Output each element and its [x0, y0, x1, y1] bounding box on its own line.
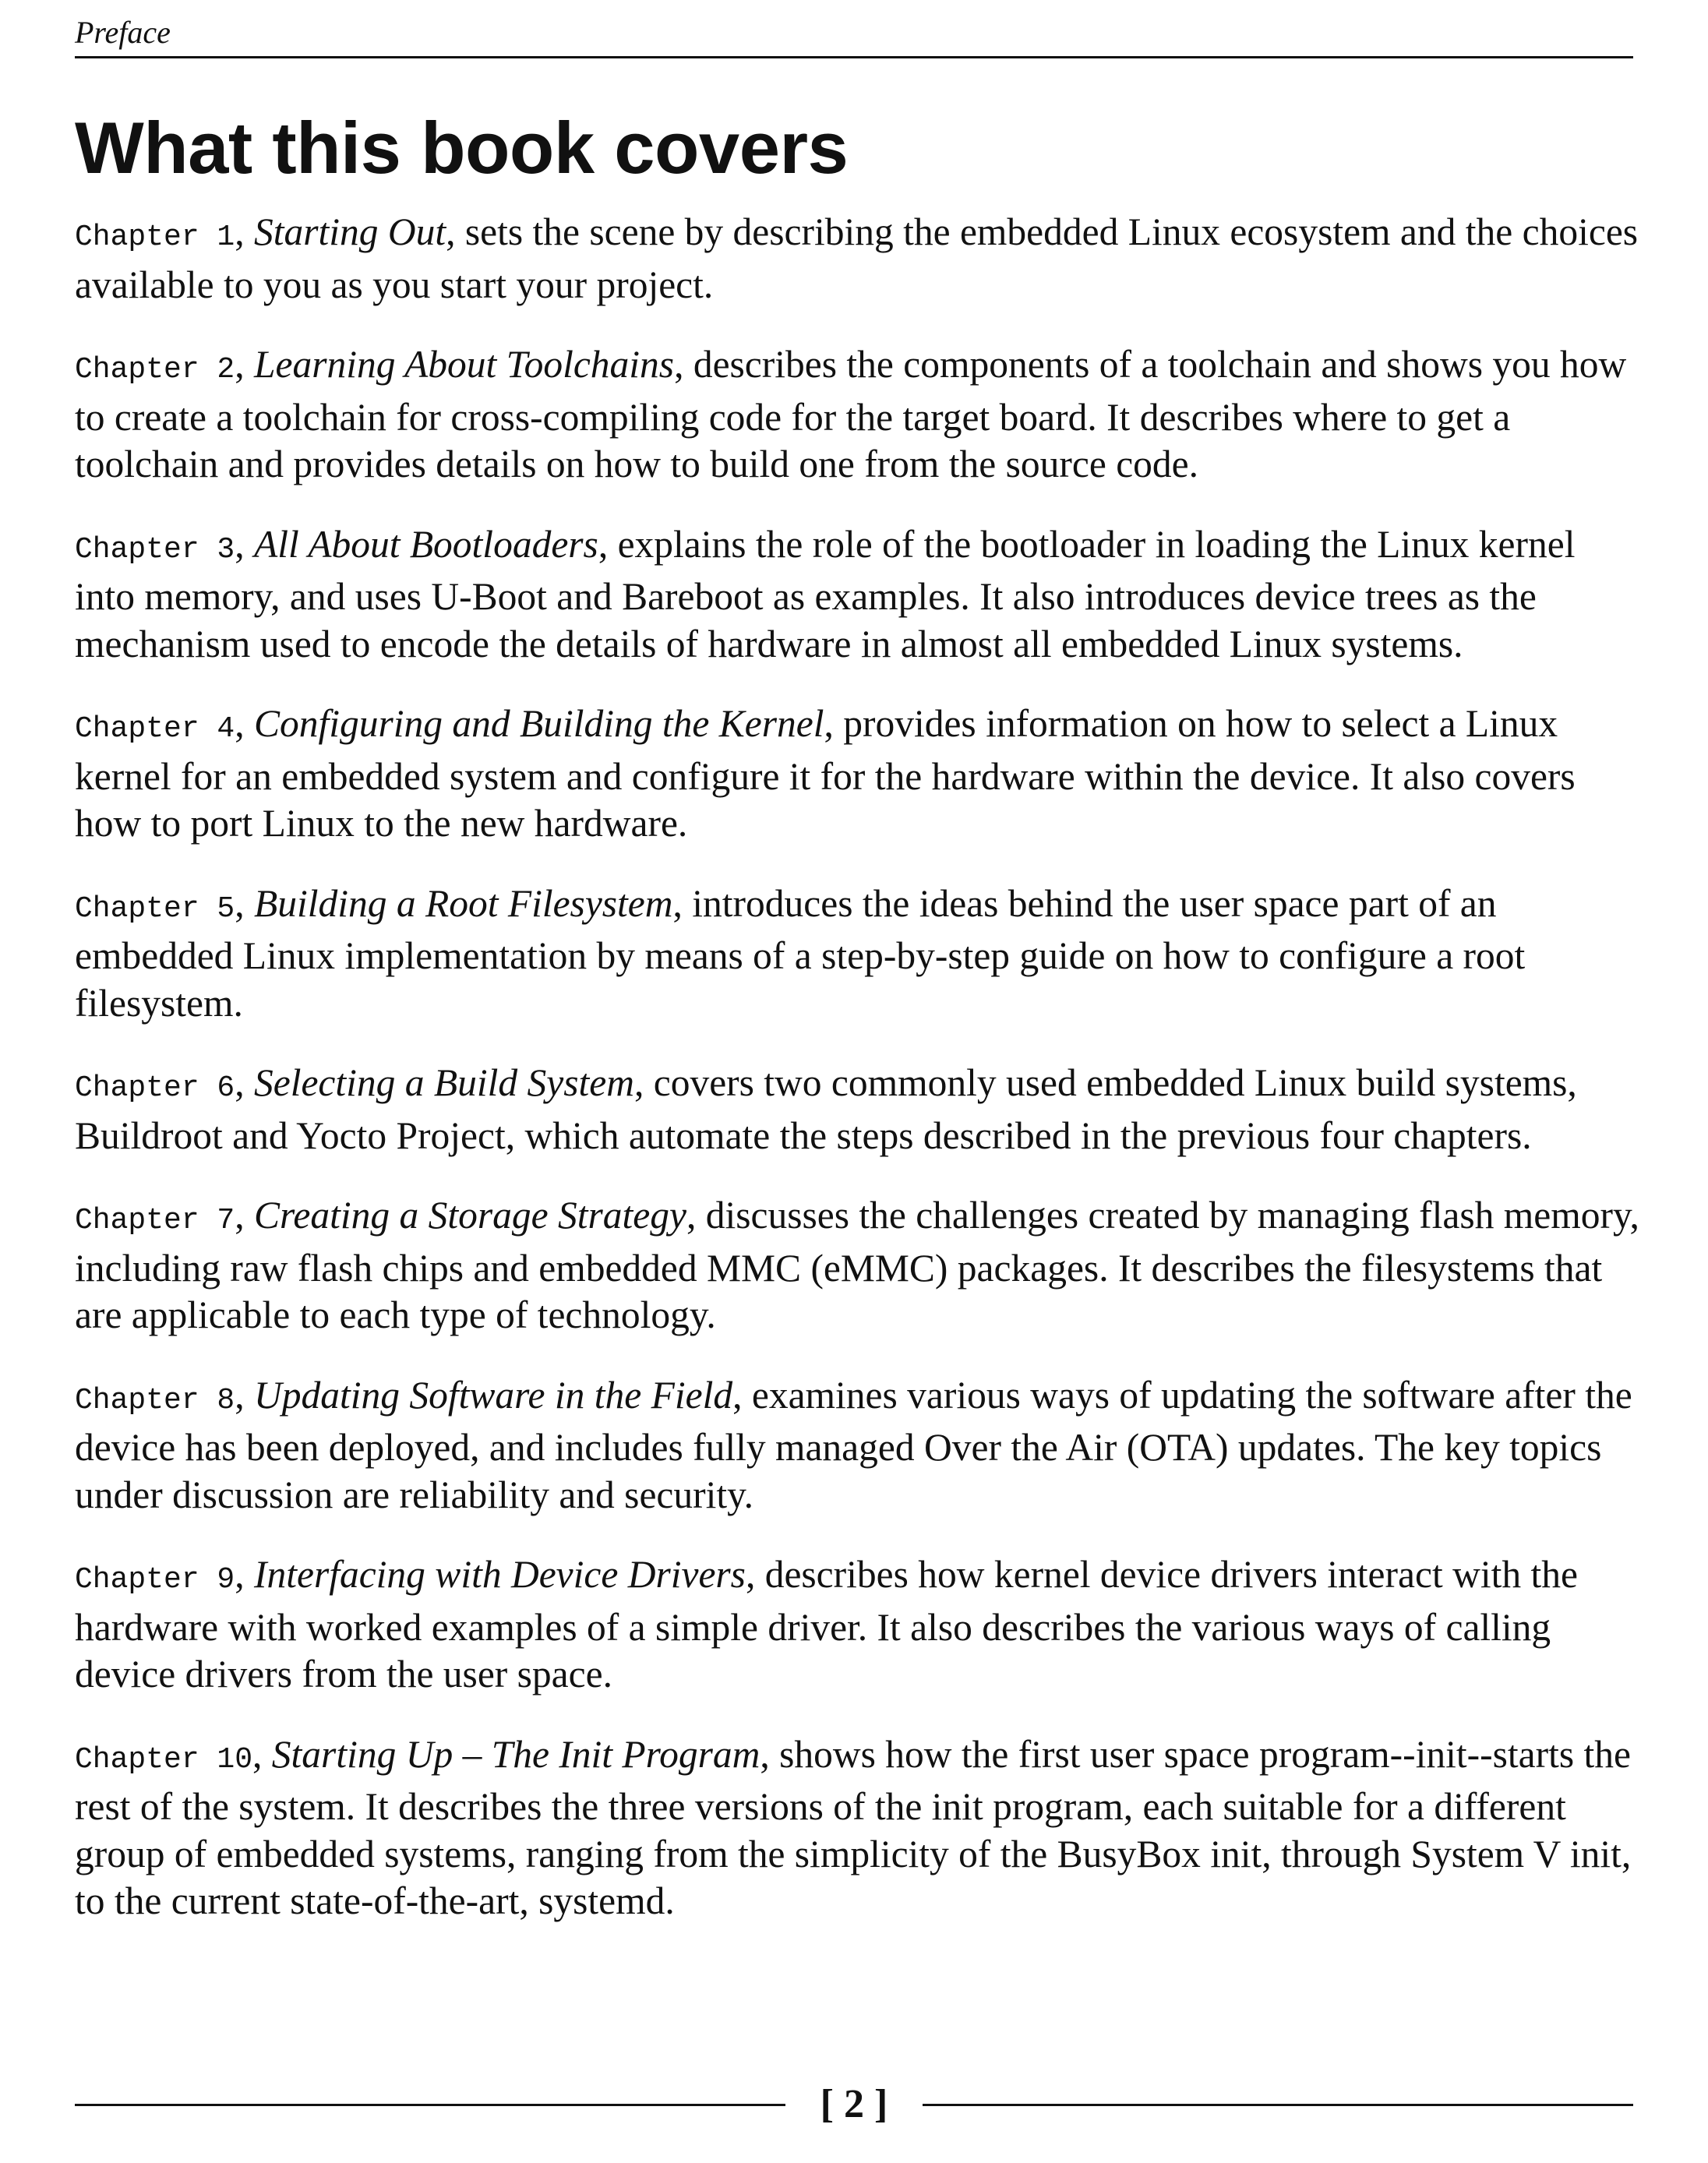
chapter-separator: , [235, 1061, 254, 1104]
chapter-title: Updating Software in the Field [253, 1373, 733, 1417]
chapter-title: Starting Out [253, 210, 446, 253]
chapter-summary [75, 341, 1641, 489]
chapter-summary [75, 209, 1641, 309]
chapter-code: Chapter 7 [75, 1204, 235, 1237]
footer-rule-right [923, 2104, 1633, 2106]
chapter-description: , examines various ways of updating the software after the device has been deployed, and includes fully managed Over the Air (OTA) updates. The key topics under discussion are reliability and security. [75, 1373, 1632, 1516]
chapter-summary [75, 1060, 1641, 1159]
chapter-description: , provides information on how to select a Linux kernel for an embedded system and configure it for the hardware within the device. It also covers how to port Linux to the new hardware. [75, 702, 1576, 845]
chapter-separator: , [235, 343, 254, 386]
chapter-code: Chapter 9 [75, 1563, 235, 1597]
chapter-separator: , [235, 1553, 254, 1596]
page-number: [ 2 ] [820, 2082, 888, 2126]
chapter-list [75, 209, 1641, 1958]
chapter-description: , describes the components of a toolchain and shows you how to create a toolchain for cross-compiling code for the target board. It describes where to get a toolchain and provides details on how to build one from the source code. [75, 343, 1627, 485]
chapter-separator: , [235, 522, 254, 566]
chapter-summary [75, 1731, 1641, 1925]
chapter-title: Selecting a Build System [253, 1061, 634, 1104]
chapter-code: Chapter 1 [75, 221, 235, 254]
chapter-code: Chapter 2 [75, 353, 235, 386]
running-header [75, 8, 1633, 58]
chapter-separator: , [235, 1194, 254, 1237]
section-heading: What this book covers [75, 107, 849, 189]
chapter-title: Interfacing with Device Drivers [253, 1553, 746, 1596]
chapter-summary [75, 1551, 1641, 1699]
chapter-separator: , [235, 210, 254, 253]
chapter-title: All About Bootloaders [253, 522, 598, 566]
page-footer [75, 2077, 1633, 2132]
chapter-description: , introduces the ideas behind the user space part of an embedded Linux implementation by means of a step-by-step guide on how to configure a root filesystem. [75, 881, 1526, 1025]
chapter-description: , sets the scene by describing the embedded Linux ecosystem and the choices available to you as you start your project. [75, 210, 1639, 306]
chapter-summary [75, 1192, 1641, 1339]
chapter-description: , covers two commonly used embedded Linux build systems, Buildroot and Yocto Project, which automate the steps described in the previous four chapters. [75, 1061, 1577, 1157]
chapter-code: Chapter 6 [75, 1071, 235, 1105]
chapter-title: Configuring and Building the Kernel [253, 702, 824, 745]
chapter-title: Starting Up – The Init Program [271, 1732, 760, 1776]
chapter-description: , discusses the challenges created by managing flash memory, including raw flash chips and embedded MMC (eMMC) packages. It describes the filesystems that are applicable to each type of technology. [75, 1194, 1639, 1336]
running-header-title: Preface [75, 15, 171, 50]
chapter-summary [75, 700, 1641, 848]
chapter-code: Chapter 5 [75, 891, 235, 926]
chapter-separator: , [235, 702, 254, 745]
chapter-title: Creating a Storage Strategy [253, 1194, 686, 1237]
chapter-separator: , [252, 1732, 272, 1776]
chapter-description: , describes how kernel device drivers interact with the hardware with worked examples of a simple driver. It also describes the various ways of calling device drivers from the user space. [75, 1553, 1578, 1695]
chapter-description: , explains the role of the bootloader in loading the Linux kernel into memory, and uses U-Boot and Bareboot as examples. It also introduces device trees as the mechanism used to encode the details of hardware in almost all embedded Linux systems. [75, 522, 1576, 665]
chapter-code: Chapter 4 [75, 712, 235, 746]
chapter-summary [75, 1372, 1641, 1519]
chapter-code: Chapter 10 [75, 1742, 253, 1777]
chapter-separator: , [235, 1373, 254, 1417]
chapter-title: Learning About Toolchains [253, 343, 675, 386]
chapter-summary [75, 521, 1641, 669]
chapter-code: Chapter 8 [75, 1383, 235, 1417]
chapter-description: , shows how the first user space program--init--starts the rest of the system. It describes the three versions of the init program, each suitable for a different group of embedded systems, ranging from the simplicity of the BusyBox init, through System V init, to the current state-of-the-art, systemd. [75, 1732, 1632, 1922]
chapter-code: Chapter 3 [75, 532, 235, 566]
chapter-summary [75, 880, 1641, 1028]
chapter-separator: , [235, 881, 254, 925]
chapter-title: Building a Root Filesystem [253, 881, 673, 925]
